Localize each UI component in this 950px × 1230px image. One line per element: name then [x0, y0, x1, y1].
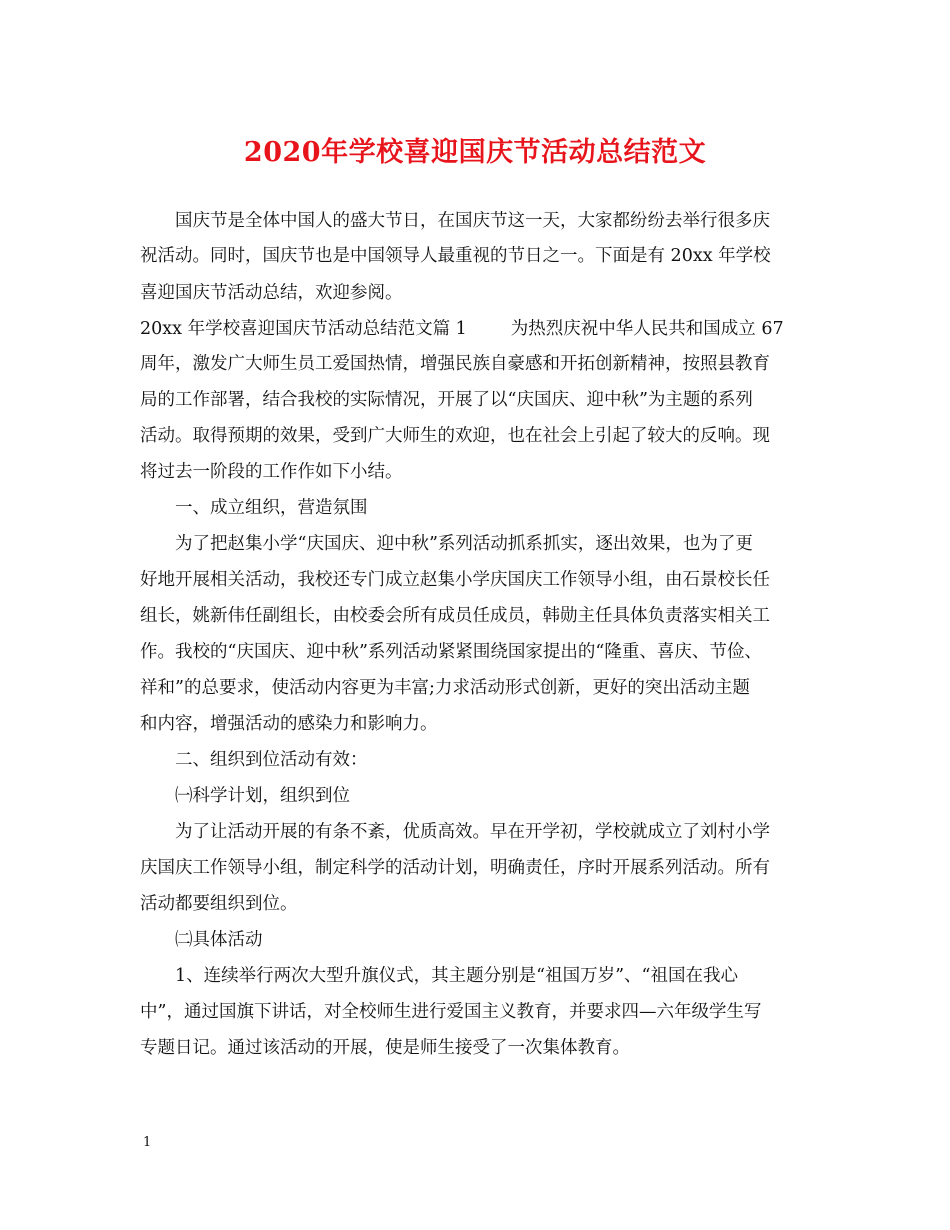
paragraph-line: 局的工作部署，结合我校的实际情况，开展了以“庆国庆、迎中秋”为主题的系列: [140, 390, 753, 410]
paragraph-line: 庆国庆工作领导小组，制定科学的活动计划，明确责任，序时开展系列活动。所有: [140, 858, 770, 878]
section-heading: 二、组织到位活动有效：: [140, 750, 368, 770]
paragraph-line: 组长，姚新伟任副组长，由校委会所有成员任成员，韩勋主任具体负责落实相关工: [140, 606, 770, 626]
section-heading-line: [140, 316, 784, 342]
paragraph-line: 为了把赵集小学“庆国庆、迎中秋”系列活动抓系抓实，逐出效果，也为了更: [140, 534, 753, 554]
paragraph-line: 活动。取得预期的效果，受到广大师生的欢迎，也在社会上引起了较大的反响。现: [140, 426, 770, 446]
paragraph-line: 祥和”的总要求，使活动内容更为丰富;力求活动形式创新，更好的突出活动主题: [140, 678, 750, 698]
document-title: 2020年学校喜迎国庆节活动总结范文: [243, 137, 707, 168]
paragraph-line: 为了让活动开展的有条不紊，优质高效。早在开学初，学校就成立了刘村小学: [140, 822, 770, 842]
section-heading: 一、成立组织，营造氛围: [140, 498, 368, 518]
paragraph-line: 和内容，增强活动的感染力和影响力。: [140, 714, 438, 734]
paragraph-start: 为热烈庆祝中华人民共和国成立 67: [510, 319, 784, 339]
paragraph-line: 喜迎国庆节活动总结，欢迎参阅。: [140, 283, 403, 303]
subsection-heading: ㈠科学计划，组织到位: [140, 786, 350, 806]
article-heading: 20xx 年学校喜迎国庆节活动总结范文篇 1: [140, 319, 467, 339]
paragraph-line: 将过去一阶段的工作作如下小结。: [140, 462, 403, 482]
paragraph-line: 1、连续举行两次大型升旗仪式，其主题分别是“祖国万岁”、“祖国在我心: [140, 966, 738, 986]
page-number: 1: [143, 1135, 152, 1150]
paragraph-line: 周年，激发广大师生员工爱国热情，增强民族自豪感和开拓创新精神，按照县教育: [140, 354, 770, 374]
paragraph-line: 国庆节是全体中国人的盛大节日，在国庆节这一天，大家都纷纷去举行很多庆: [140, 211, 770, 231]
paragraph-line: 专题日记。通过该活动的开展，使是师生接受了一次集体教育。: [140, 1038, 630, 1058]
paragraph-line: 祝活动。同时，国庆节也是中国领导人最重视的节日之一。下面是有 20xx 年学校: [140, 246, 771, 266]
paragraph-line: 中”，通过国旗下讲话，对全校师生进行爱国主义教育，并要求四—六年级学生写: [140, 1002, 762, 1022]
paragraph-line: 活动都要组织到位。: [140, 894, 298, 914]
subsection-heading: ㈡具体活动: [140, 930, 263, 950]
paragraph-line: 好地开展相关活动，我校还专门成立赵集小学庆国庆工作领导小组，由石景校长任: [140, 570, 770, 590]
paragraph-line: 作。我校的“庆国庆、迎中秋”系列活动紧紧围绕国家提出的“隆重、喜庆、节俭、: [140, 642, 762, 662]
